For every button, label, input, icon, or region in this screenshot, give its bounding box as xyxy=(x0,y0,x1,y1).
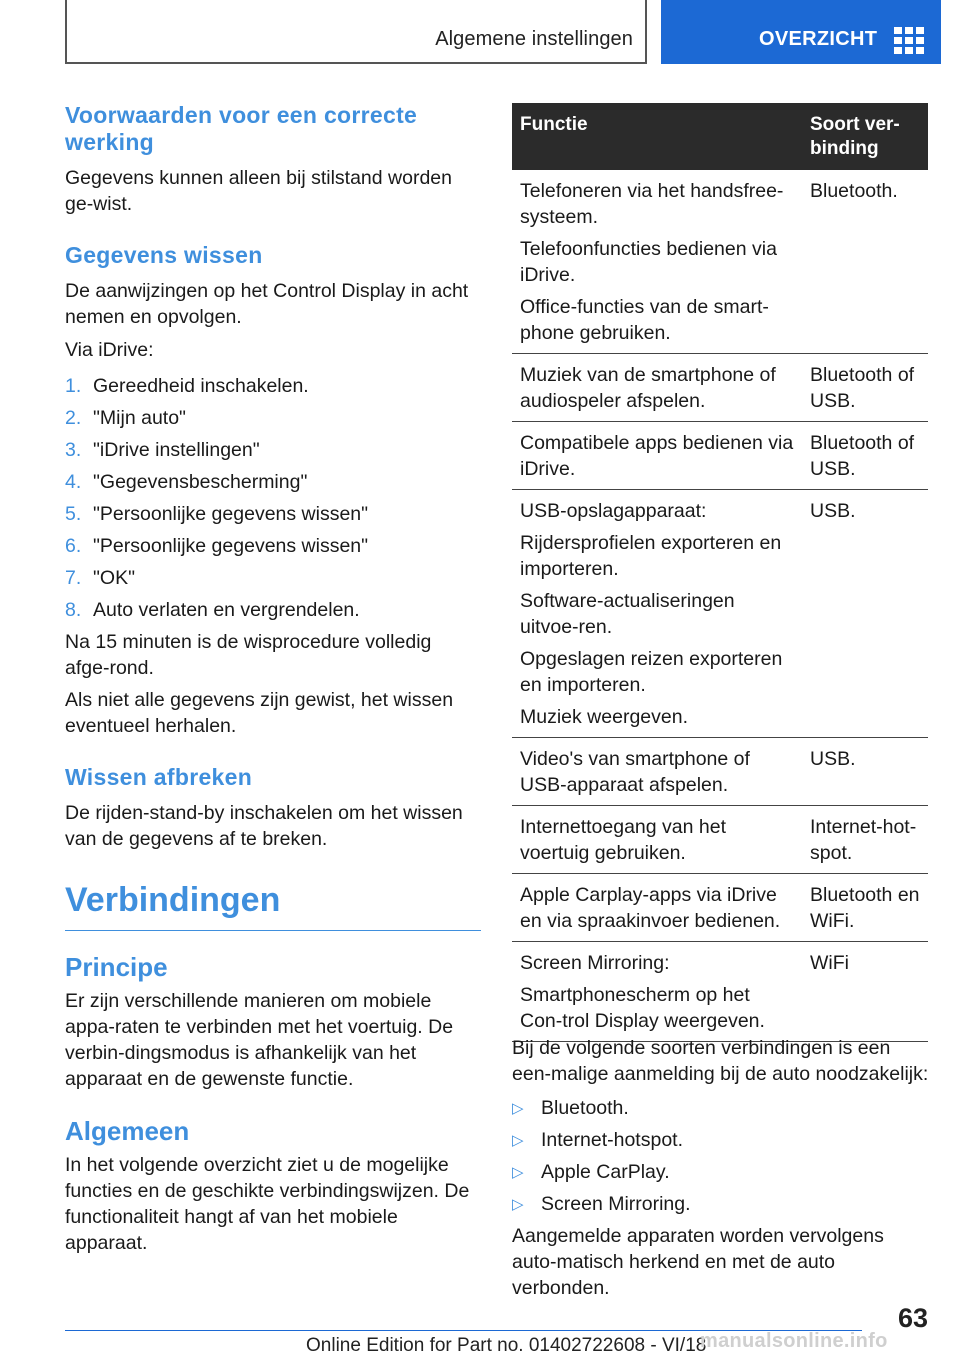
footer-edition: Online Edition for Part no. 01402722608 - VI/18 xyxy=(306,1335,707,1356)
list-item: 6. "Persoonlijke gegevens wissen" xyxy=(65,535,369,557)
list-item: ▷ Screen Mirroring. xyxy=(512,1191,932,1217)
header-section-title: Algemene instellingen xyxy=(435,28,633,50)
grid-menu-icon xyxy=(894,27,924,53)
connections-table xyxy=(512,103,928,1042)
connection-cell: Bluetooth of USB. xyxy=(802,354,928,422)
procedure-duration-text: Na 15 minuten is de wisprocedure volledig afge-rond. xyxy=(65,631,432,679)
principle-text: Er zijn verschillende manieren om mobiele appa-raten te verbinden met het voertuig. De verbin-dingsmodus is afhankelijk van het apparaat en de gewenste functie. xyxy=(65,990,454,1090)
table-row xyxy=(512,354,928,422)
cancel-delete-text: De rijden-stand-by inschakelen om het wissen van de gegevens af te breken. xyxy=(65,802,463,850)
overview-label: OVERZICHT xyxy=(759,28,878,50)
function-cell: USB-opslagapparaat: Rijdersprofielen exporteren en importeren. Software-actualiseringen uitvoe-ren. Opgeslagen reizen exporteren en importeren. Muziek weergeven. xyxy=(512,490,802,738)
heading-principle: Principe xyxy=(65,952,168,982)
registration-outro: Aangemelde apparaten worden vervolgens auto-matisch herkend en met de auto verbonden. xyxy=(512,1225,884,1299)
list-item: 4. "Gegevensbescherming" xyxy=(65,471,308,493)
page-number: 63 xyxy=(897,1303,928,1333)
column-header-function: Functie xyxy=(512,103,802,170)
function-cell: Compatibele apps bedienen via iDrive. xyxy=(512,422,802,490)
list-item: ▷ Internet-hotspot. xyxy=(512,1127,932,1153)
general-text: In het volgende overzicht ziet u de mogelijke functies en de geschikte verbindingswijzen. De functionaliteit hangt af van het mobiele apparaat. xyxy=(65,1154,470,1254)
connection-cell: WiFi xyxy=(802,942,928,1042)
table-row xyxy=(512,170,928,354)
connection-cell: Bluetooth of USB. xyxy=(802,422,928,490)
table-row xyxy=(512,942,928,1042)
connection-cell: Bluetooth en WiFi. xyxy=(802,874,928,942)
table-row xyxy=(512,738,928,806)
connection-cell: USB. xyxy=(802,738,928,806)
table-row xyxy=(512,422,928,490)
via-idrive-text: Via iDrive: xyxy=(65,339,154,361)
list-item: 1. Gereedheid inschakelen. xyxy=(65,375,309,397)
column-header-connection-type: Soort ver-binding xyxy=(802,103,928,170)
list-item: 2. "Mijn auto" xyxy=(65,407,186,429)
list-item: 8. Auto verlaten en vergrendelen. xyxy=(65,599,360,621)
table-row xyxy=(512,806,928,874)
heading-general: Algemeen xyxy=(65,1116,190,1146)
triangle-bullet-icon: ▷ xyxy=(512,1164,524,1181)
left-column xyxy=(65,102,481,1256)
list-item: ▷ Apple CarPlay. xyxy=(512,1159,932,1185)
list-item: 3. "iDrive instellingen" xyxy=(65,439,260,461)
chapter-title: Verbindingen xyxy=(65,880,481,931)
heading-conditions: Voorwaarden voor een correcte werking xyxy=(65,102,418,155)
header-section-box xyxy=(65,0,647,64)
heading-delete-data: Gegevens wissen xyxy=(65,242,263,268)
connection-cell: Internet-hot-spot. xyxy=(802,806,928,874)
triangle-bullet-icon: ▷ xyxy=(512,1196,524,1213)
conditions-text: Gegevens kunnen alleen bij stilstand worden ge-wist. xyxy=(65,167,453,215)
list-item: ▷ Bluetooth. xyxy=(512,1095,932,1121)
list-item: 7. "OK" xyxy=(65,567,136,589)
table-header-row xyxy=(512,103,928,170)
overview-button[interactable] xyxy=(661,0,941,64)
list-item: 5. "Persoonlijke gegevens wissen" xyxy=(65,503,369,525)
triangle-bullet-icon: ▷ xyxy=(512,1100,524,1117)
function-cell: Screen Mirroring: Smartphonescherm op het Con-trol Display weergeven. xyxy=(512,942,802,1042)
function-cell: Apple Carplay-apps via iDrive en via spraakinvoer bedienen. xyxy=(512,874,802,942)
watermark: manualsonline.info xyxy=(700,1330,888,1352)
delete-data-text: De aanwijzingen op het Control Display in acht nemen en opvolgen. xyxy=(65,280,469,328)
table-row xyxy=(512,490,928,738)
repeat-text: Als niet alle gegevens zijn gewist, het wissen eventueel herhalen. xyxy=(65,689,454,737)
heading-cancel-delete: Wissen afbreken xyxy=(65,764,253,790)
function-cell: Muziek van de smartphone of audiospeler afspelen. xyxy=(512,354,802,422)
connection-cell: USB. xyxy=(802,490,928,738)
registration-intro: Bij de volgende soorten verbindingen is een een-malige aanmelding bij de auto noodzakelijk: xyxy=(512,1037,929,1085)
triangle-bullet-icon: ▷ xyxy=(512,1132,524,1149)
function-cell: Internettoegang van het voertuig gebruiken. xyxy=(512,806,802,874)
connection-cell: Bluetooth. xyxy=(802,170,928,354)
table-row xyxy=(512,874,928,942)
steps-list xyxy=(65,373,481,623)
registration-section xyxy=(512,1035,932,1301)
connection-bullets xyxy=(512,1095,932,1217)
function-cell: Telefoneren via het handsfree-systeem. Telefoonfuncties bedienen via iDrive. Office-functies van de smart-phone gebruiken. xyxy=(512,170,802,354)
function-cell: Video's van smartphone of USB-apparaat afspelen. xyxy=(512,738,802,806)
